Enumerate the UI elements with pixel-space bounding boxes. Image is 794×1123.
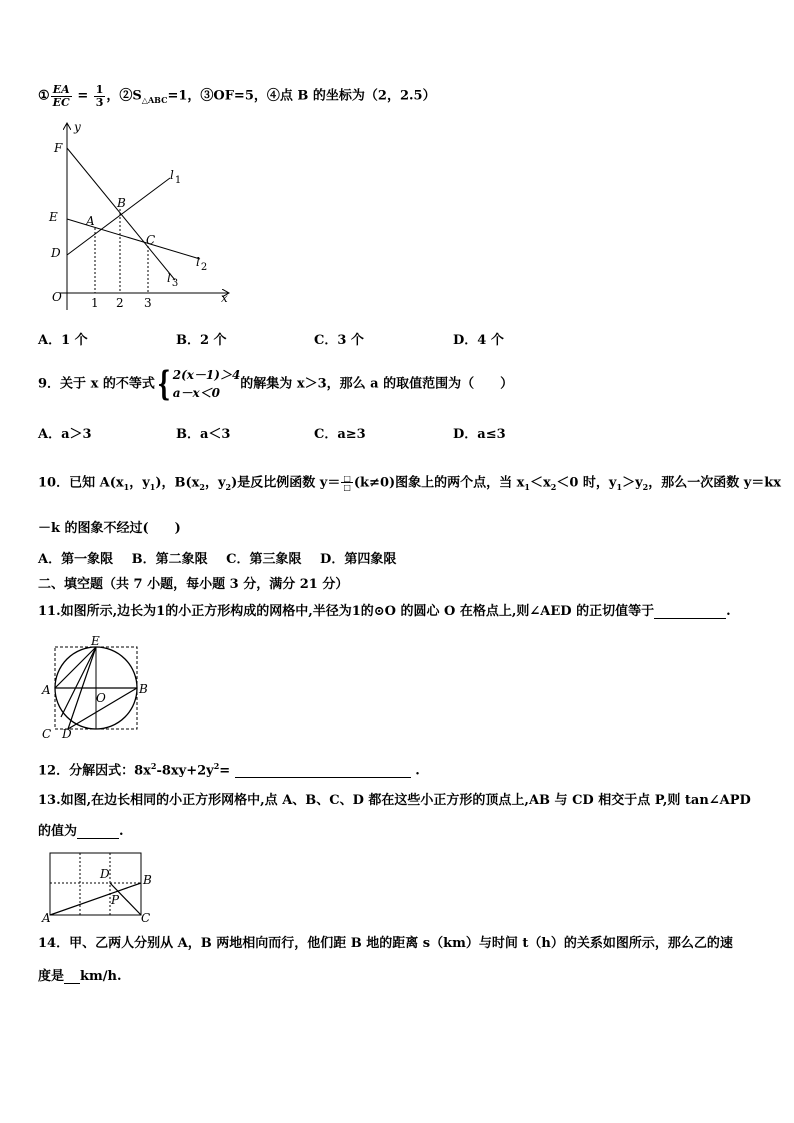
q12-question: 12．分解因式：$8x^2-8xy+2y^2=$ . <box>38 761 420 779</box>
label-e: E <box>49 210 58 224</box>
q14-question-line1: 14．甲、乙两人分别从 A，B 两地相向而行，他们距 B 地的距离 s（km）与时间 t（h）的关系如图所示，那么乙的速 <box>38 936 733 951</box>
label-b: B <box>117 196 126 210</box>
tick-3: 3 <box>144 296 152 310</box>
answer-blank-12[interactable] <box>235 764 411 778</box>
answer-blank-13[interactable] <box>77 825 119 839</box>
inequality-system: 2(x－1)＞4 a－x＜0 <box>172 368 241 400</box>
label-d: D <box>51 246 61 260</box>
q10-question-line1: 10．已知 $A(x_1$，$y_1$)，$B(x_2$，$y_2$)是反比例函数 y＝ $\frac{□}{□}$ (k≠0)图象上的两个点，当 $x_1<x_2<0$ 时，$y_1>y_2$，那么一次函数 y＝kx <box>38 473 782 493</box>
label-a: A <box>42 911 51 924</box>
label-y: y <box>74 120 81 134</box>
q9-option-c: C．a≥3 <box>314 427 366 442</box>
q9-option-b: B．a＜3 <box>176 427 231 442</box>
q10-option-c: C．第三象限 <box>226 552 302 567</box>
label-d: D <box>100 867 110 881</box>
q11-circle-figure <box>38 632 150 744</box>
tick-1: 1 <box>91 296 99 310</box>
q11-question: 11.如图所示,边长为1的小正方形构成的网格中,半径为1的⊙O 的圆心 O 在格点上,则∠AED 的正切值等于 . <box>38 604 731 619</box>
q10-option-d: D．第四象限 <box>320 552 397 567</box>
q8-option-c: C．3 个 <box>314 333 364 348</box>
fraction-one-third: $\frac{1}{3}$ <box>95 83 104 109</box>
label-c: C <box>141 911 151 924</box>
q8-option-a: A．1 个 <box>38 333 88 348</box>
label-o: O <box>96 691 106 705</box>
q8-option-b: B．2 个 <box>176 333 227 348</box>
label-c: C <box>146 233 156 247</box>
answer-blank-11[interactable] <box>654 605 726 619</box>
q8-statements: ① $\frac{EA}{EC}$ = $\frac{1}{3}$ ，$②S_{\triangle ABC}=1$，③OF=5，④点 B 的坐标为（2，2.5） <box>38 83 436 109</box>
system-brace: { <box>157 364 171 404</box>
q10-question-line2: －k 的图象不经过( ) <box>38 521 181 536</box>
label-a: A <box>86 214 95 228</box>
q13-question-line1: 13.如图,在边长相同的小正方形网格中,点 A、B、C、D 都在这些小正方形的顶点上,AB 与 CD 相交于点 P,则 tan∠APD <box>38 793 751 808</box>
q8-option-d: D．4 个 <box>453 333 504 348</box>
label-d: D <box>62 727 72 741</box>
label-origin: O <box>52 290 62 304</box>
q8-line-graph <box>40 118 240 318</box>
q13-grid-figure <box>38 848 158 924</box>
q9-option-d: D．a≤3 <box>453 427 506 442</box>
q10-option-a: A．第一象限 <box>38 552 114 567</box>
label-e: E <box>91 634 100 648</box>
label-a: A <box>42 683 51 697</box>
section-heading: 二、填空题（共 7 小题，每小题 3 分，满分 21 分） <box>38 577 349 592</box>
label-c: C <box>42 727 52 741</box>
q10-option-b: B．第二象限 <box>131 552 208 567</box>
label-p: P <box>111 893 120 907</box>
answer-blank-14[interactable] <box>64 970 80 984</box>
fraction-k-over-x: $\frac{□}{□}$ <box>343 473 351 493</box>
q10-options <box>38 553 396 566</box>
fraction-ea-ec: $\frac{EA}{EC}$ <box>52 83 70 109</box>
tick-2: 2 <box>116 296 124 310</box>
line-l3 <box>67 148 175 280</box>
q9-option-a: A．a＞3 <box>38 427 92 442</box>
label-l1: $l_1$ <box>170 168 182 186</box>
label-x: x <box>221 291 228 305</box>
label-f: F <box>54 141 63 155</box>
label-b: B <box>139 682 148 696</box>
label-l2: $l_2$ <box>196 255 208 273</box>
q9-question: 9．关于 x 的不等式{ 2(x－1)＞4 a－x＜0 的解集为 x＞3，那么 a 的取值范围为（ ） <box>38 364 514 404</box>
q14-question-line2: 度是 km/h. <box>38 969 122 984</box>
label-b: B <box>143 873 152 887</box>
q13-question-line2: 的值为 . <box>38 824 124 839</box>
label-l3: $l_3$ <box>167 271 179 289</box>
